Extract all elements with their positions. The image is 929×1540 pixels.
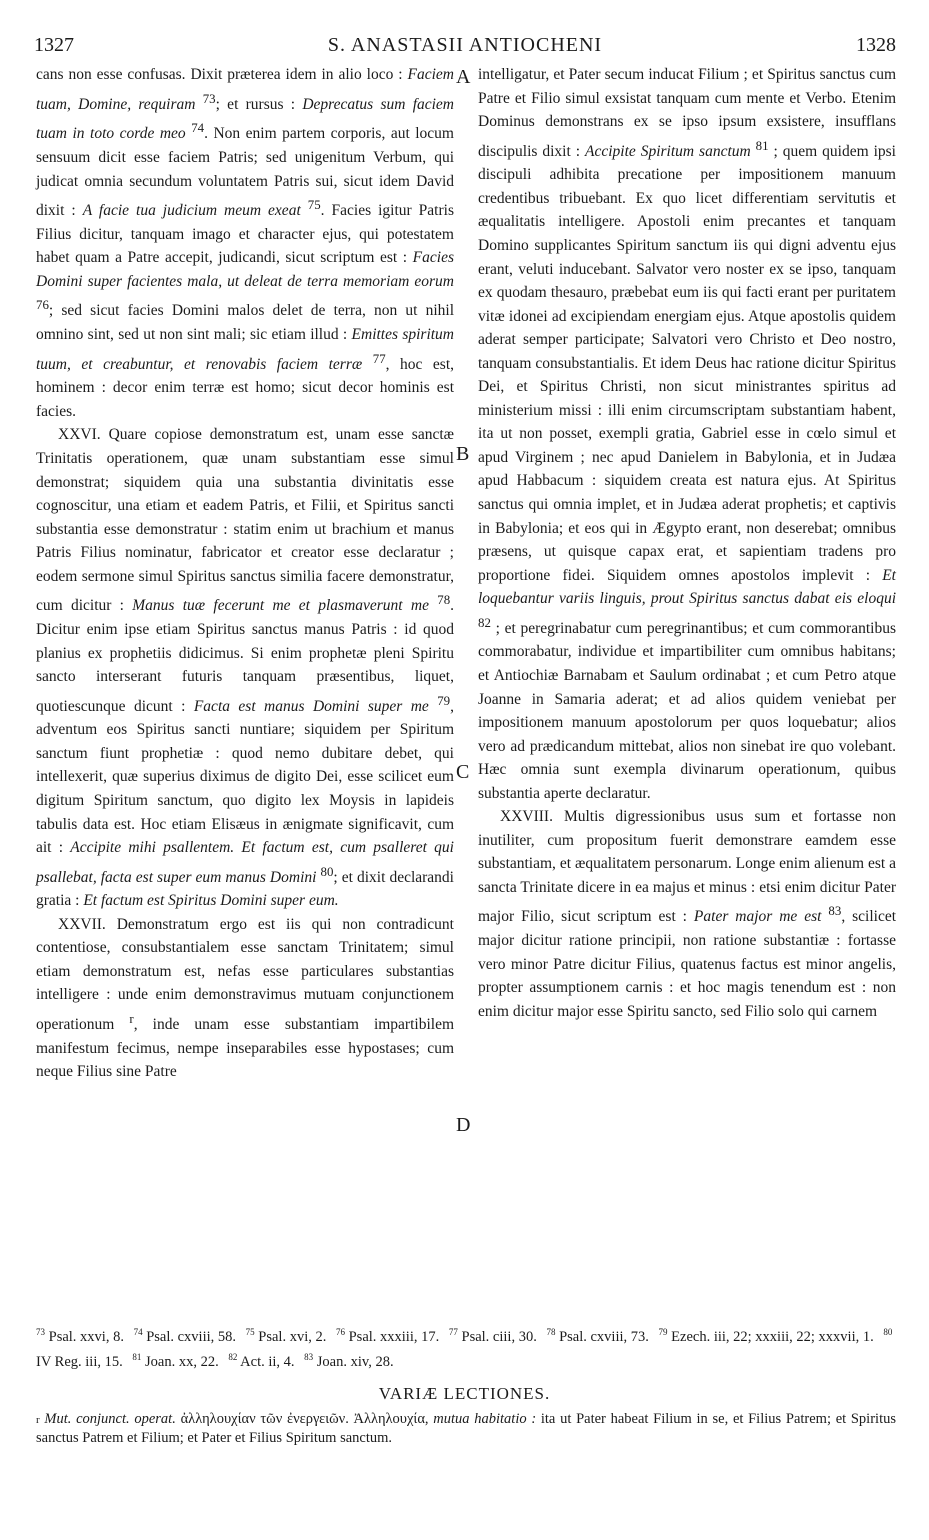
reference-item — [228, 1351, 295, 1370]
reference-item — [304, 1351, 394, 1370]
reference-number: 73 — [36, 1327, 45, 1337]
reference-text: Psal. xxxiii, 17. — [348, 1328, 440, 1345]
reference-number: 77 — [448, 1327, 458, 1337]
margin-marker-d: D — [456, 1114, 471, 1136]
margin-marker-a: A — [456, 66, 471, 88]
scripture-quote: Accipite Spiritum sanctum — [584, 142, 751, 160]
footnote-ref: 74 — [191, 120, 205, 136]
reference-number: 75 — [245, 1327, 255, 1337]
variant-gloss: mutua habitatio : — [433, 1411, 537, 1427]
reference-text: Psal. xxvi, 8. — [48, 1328, 124, 1345]
reference-number: 80 — [883, 1327, 893, 1337]
reference-text: Act. ii, 4. — [240, 1353, 295, 1370]
variant-lemma: Mut. conjunct. operat. — [44, 1411, 176, 1427]
variant-tag: r — [36, 1414, 40, 1426]
reference-number: 74 — [133, 1327, 143, 1337]
scripture-quote: Facta est manus Domini super me — [193, 697, 429, 715]
variant-readings-text — [36, 1410, 896, 1447]
reference-item — [132, 1351, 219, 1370]
footnote-ref: 83 — [828, 903, 842, 919]
page-number-right: 1328 — [856, 34, 896, 56]
section-number: XXVI. — [58, 426, 101, 444]
paragraph — [478, 63, 896, 805]
scripture-quote: Accipite mihi psallentem. Et factum est, cum psalleret qui psallebat, facta est super eum manus Domini — [36, 839, 454, 886]
section-number: XXVIII. — [500, 808, 553, 826]
scripture-quote: A facie tua judicium meum exeat — [82, 202, 301, 220]
paragraph — [36, 423, 454, 912]
text-run: ita ut Pater habeat Filium in se, et Filius Patrem; et Spiritus sanctus Patrem et Filium; et Pater et Filius Spiritum sanctum. — [36, 1411, 896, 1446]
reference-text: Psal. cxviii, 73. — [559, 1328, 649, 1345]
running-head — [34, 34, 896, 60]
text-run: Quare copiose demonstratum est, unam esse sanctæ Trinitatis operationem, quæ unam substantiam esse simul demonstrat; siquidem quia una substantia divinitatis esse cognoscitur, una etiam et eadem Patris, et Filii, et Spiritus sancti substantia esse demonstratur : statim enim ut brachium et manus Patris Filius nominatur, fabricator et creator esse declaratur ; eodem sermone simul Spiritus sanctus similia facere demonstratur, cum dicitur : — [36, 426, 454, 615]
scripture-quote: Pater major me est — [693, 908, 822, 926]
reference-text: Ezech. iii, 22; xxxiii, 22; xxxvii, 1. — [671, 1328, 874, 1345]
reference-item — [134, 1329, 236, 1345]
footnote-ref: 82 — [478, 614, 491, 630]
footnote-ref: 79 — [437, 692, 451, 708]
paragraph — [36, 913, 454, 1084]
scripture-quote: Facies Domini super facientes mala, ut deleat de terra memoriam eorum — [36, 249, 454, 290]
reference-item — [659, 1329, 874, 1345]
reference-item — [36, 1329, 124, 1345]
reference-text: Psal. ciii, 30. — [461, 1328, 537, 1345]
reference-number: 81 — [132, 1351, 142, 1362]
reference-text: IV Reg. iii, 15. — [36, 1353, 123, 1370]
text-run: cans non esse confusas. Dixit præterea idem in alio loco : — [36, 66, 408, 83]
reference-text: Psal. xvi, 2. — [258, 1328, 327, 1345]
scripture-references — [36, 1322, 896, 1372]
reference-text: Joan. xx, 22. — [144, 1353, 219, 1370]
variant-readings-heading: VARIÆ LECTIONES. — [378, 1384, 551, 1403]
running-title: S. ANASTASII ANTIOCHENI — [327, 34, 603, 56]
left-column — [36, 63, 454, 1084]
margin-marker-c: C — [456, 761, 470, 783]
right-column — [478, 63, 896, 1023]
reference-number: 79 — [658, 1327, 668, 1337]
footnote-ref: 81 — [755, 137, 769, 153]
scripture-quote: Faciem tuam, Domine, requiram — [36, 66, 454, 113]
scripture-quote: Et factum est Spiritus Domini super eum. — [83, 892, 339, 910]
reference-text: Psal. cxviii, 58. — [146, 1328, 237, 1345]
variant-ref: r — [129, 1011, 134, 1027]
paragraph — [36, 63, 454, 423]
text-run: , hoc est, hominem : decor enim terræ est homo; sicut decor hominis est facies. — [36, 355, 455, 420]
text-run: . Non enim partem corporis, aut locum sensuum dicit esse faciem Patris; sed unigenitum Verbum, qui judicat omnia secundum voluntatem Patris sui, sicut idem David dixit : — [36, 125, 454, 220]
scripture-quote: Emittes spiritum tuum, et creabuntur, et renovabis faciem terræ — [36, 326, 455, 373]
greek-text: ἀλληλουχίαν τῶν ἐνεργειῶν. Ἀλληλουχία, — [180, 1411, 429, 1427]
text-run: ; et peregrinabatur cum peregrinantibus; et cum commorantibus commorabatur, individue et impartibiliter cum omnibus habitans; et Antiochiæ Barnabam et Saulum ordinabat ; et cum Petro atque Joanne in Samaria aderat; et ad alios quidem veniebat per impositionem manuum apostolorum per quos loquebatur; alios vero ad prædicandum mittebat, alios non sinebat ire quo volebant. Hæc omnia sunt exempla divinarum operationum, quibus substantia aperte declaratur. — [478, 619, 896, 802]
text-run: , scilicet major dicitur ratione principii, non ratione substantiæ : fortasse vero minor Patre dicitur Filius, quatenus factus est minor angelis, propter assumptionem carnis : et hoc magis tenendum est : non enim dicitur major esse Spiritu sancto, sed Filio solo qui carnem — [478, 908, 897, 1020]
text-run: ; sed sicut facies Domini malos delet de terra, non ut nihil omnino sint, sed ut non sint mali; sic etiam illud : — [36, 302, 454, 344]
text-run: ; et dixit declarandi gratia : — [36, 868, 454, 910]
footnote-ref: 77 — [372, 350, 386, 366]
footnote-ref: 80 — [320, 863, 334, 879]
reference-number: 78 — [546, 1327, 556, 1337]
text-run: ; quem quidem ipsi discipuli adhibita precatione per impositionem manuum credentibus tribuebant. Ex quo licet differentiam servitutis et æqualitatis intelligere. Apostoli enim precantes et tanquam Domino supplicantes Spiritum sanctum iis qui digni adventu ejus erant, veluti inducebant. Salvator vero noster ex se ipso, tanquam ex quodam thesauro, præbebat eum iis qui facti erant per puritatem vitæ idonei ad excipiendam energiam ejus. Atque apostolis quidem aderat semper participate; Salvatori vero Christo et Deo nostro, tanquam consubstantialis. Et idem Deus hac ratione dicitur Spiritus Dei, et Spiritus Christi, non sicut ministrantes spiritus ad ministerium missi : illi enim circumscriptam substantiam habent, ita ut non posset, exempli gratia, Gabriel esse in cœlo simul et apud Virginem ; nec apud Danielem in Babylonia, et in Judæa apud Habbacum : siquidem creata est natura ejus. At Spiritus sanctus qui omnia implet, et in Judæa aderat prophetis; et captivis in Babylonia; et eos qui in Ægypto erant, non deserebat; omnibus præsens, ut quisque capax erat, et sapientiam tradens pro proportione fidei. Siquidem omnes apostolos implevit : — [478, 142, 896, 584]
section-number: XXVII. — [58, 915, 106, 933]
scripture-quote: Deprecatus sum faciem tuam in toto corde meo — [36, 95, 455, 143]
scripture-quote: Manus tuæ fecerunt me et plasmaverunt me — [132, 597, 429, 615]
paragraph — [478, 805, 896, 1023]
footnote-ref: 76 — [36, 297, 49, 313]
reference-item — [336, 1329, 439, 1345]
footnote-ref: 73 — [202, 90, 216, 106]
footnote-ref: 75 — [307, 197, 321, 213]
reference-number: 76 — [335, 1327, 345, 1337]
reference-text: Joan. xiv, 28. — [316, 1353, 394, 1370]
margin-marker-b: B — [456, 443, 470, 465]
reference-item — [546, 1329, 648, 1345]
reference-item — [246, 1329, 327, 1345]
text-run: Demonstratum ergo est iis qui non contradicunt contentiose, consubstantialem esse sanctam Trinitatem; simul etiam demonstratum est, nefas esse particulares substantias intelligere : unde enim demonstravimus mutuam conjunctionem operationum — [36, 915, 454, 1034]
text-run: , adventum eos Spiritus sancti nuntiare; siquidem per Spiritum sanctum fiunt prophetiæ : quod nemo dubitare debet, qui intellexerit, quæ superius diximus de digito Dei, esse scilicet eum digitum Spiritum sanctum, quo digito lex Moysis in lapideis tabulis data est. Hoc etiam Elisæus in ænigmate significavit, cum ait : — [36, 697, 454, 857]
text-run: Multis digressionibus usus sum et fortasse non inutiliter, cum propositum fuerit demonstrare eamdem esse substantiam, et æqualitatem personarum. Longe enim alienum est a sancta Trinitate dicere in ea majus et minus : etsi enim dicitur Pater major Filio, sicut scriptum est : — [478, 808, 896, 926]
reference-number: 82 — [228, 1351, 238, 1362]
text-run: intelligatur, et Pater secum inducat Filium ; et Spiritus sanctus cum Patre et Filio simul exsistat tanquam cum mente et Verbo. Etenim Dominus demonstrans ex se ipso ipsum exsistere, insufflans discipulis dixit : — [478, 66, 896, 160]
text-run: , inde unam esse substantiam impartibilem manifestum fecimus, nempe inseparabiles esse hypostases; cum neque Filius sine Patre — [36, 1016, 455, 1081]
text-run: . Facies igitur Patris Filius dicitur, tanquam imago et character ejus, qui potestatem habet quam a Patre accepit, judicandi, sicut scriptum est : — [36, 202, 454, 267]
reference-item — [449, 1329, 537, 1345]
page-number-left: 1327 — [34, 34, 74, 56]
scripture-quote: Et loquebantur variis linguis, prout Spiritus sanctus dabat eis eloqui — [478, 566, 896, 608]
text-run: ; et rursus : — [215, 95, 303, 113]
footnote-ref: 78 — [437, 592, 451, 608]
reference-number: 83 — [304, 1351, 314, 1362]
footnote-divider — [36, 1310, 896, 1311]
text-run: . Dicitur enim ipse etiam Spiritus sanctus manus Patris : id quod planius ex prophetiis didicimus. Si enim prophetæ pleni Spiritu sancto interserant futuris tanquam præsentibus, liquet, quotiescunque dicunt : — [36, 597, 455, 715]
